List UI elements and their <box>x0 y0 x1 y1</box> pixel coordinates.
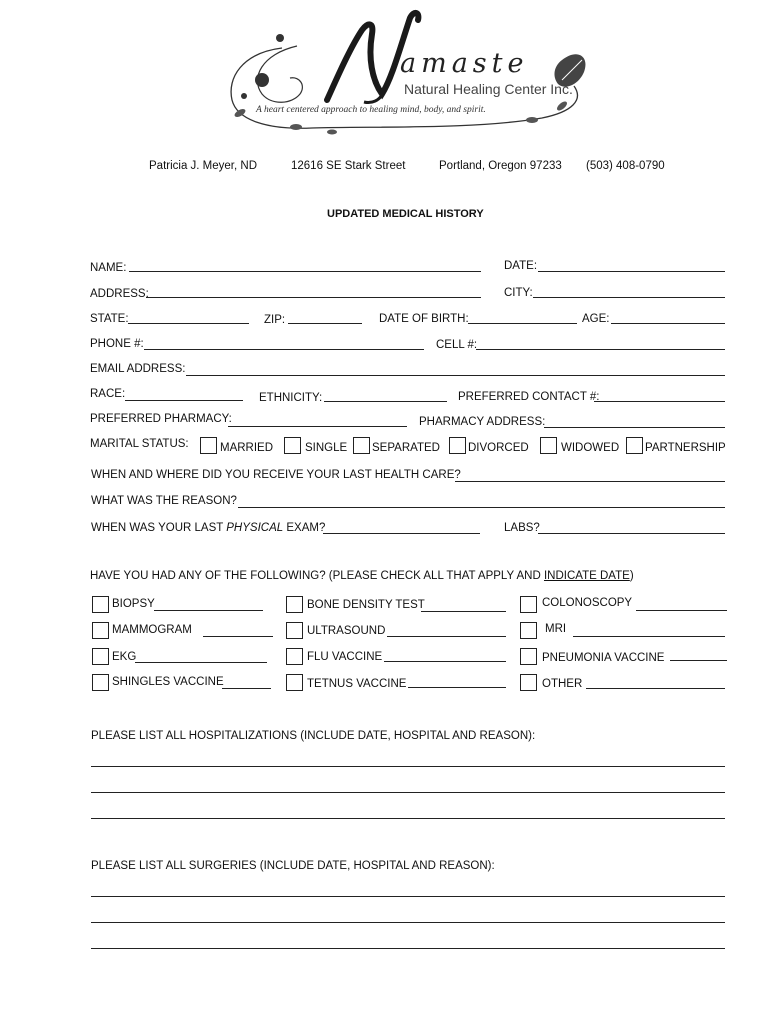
namaste-logo <box>222 8 592 136</box>
ultrasound-checkbox[interactable] <box>286 622 303 639</box>
married-label: MARRIED <box>220 442 274 454</box>
colonoscopy-checkbox[interactable] <box>520 596 537 613</box>
address-label: ADDRESS: <box>90 288 149 300</box>
colonoscopy-label: COLONOSCOPY <box>542 597 633 609</box>
pneumonia-vaccine-date-field[interactable] <box>670 660 727 661</box>
divorced-label: DIVORCED <box>468 442 529 454</box>
mri-date-field[interactable] <box>573 636 725 637</box>
mammogram-date-field[interactable] <box>203 636 273 637</box>
widowed-checkbox[interactable] <box>540 437 557 454</box>
other-label: OTHER <box>542 678 583 690</box>
form-title: UPDATED MEDICAL HISTORY <box>327 208 484 220</box>
zip-label: ZIP: <box>264 314 286 326</box>
phone-field[interactable] <box>144 349 424 350</box>
shingles-vaccine-checkbox[interactable] <box>92 674 109 691</box>
married-checkbox[interactable] <box>200 437 217 454</box>
pneumonia-vaccine-checkbox[interactable] <box>520 648 537 665</box>
race-field[interactable] <box>125 400 243 401</box>
city-field[interactable] <box>533 297 725 298</box>
state-field[interactable] <box>128 323 249 324</box>
surgeries-label: PLEASE LIST ALL SURGERIES (INCLUDE DATE, HOSPITAL AND REASON): <box>91 860 495 872</box>
hospitalizations-line-1[interactable] <box>91 766 725 767</box>
email-label: EMAIL ADDRESS: <box>90 363 186 375</box>
date-field[interactable] <box>538 271 725 272</box>
tetnus-vaccine-checkbox[interactable] <box>286 674 303 691</box>
bone-density-label: BONE DENSITY TEST <box>307 599 425 611</box>
dob-label: DATE OF BIRTH: <box>379 313 469 325</box>
other-date-field[interactable] <box>586 688 725 689</box>
city-label: CITY: <box>504 287 533 299</box>
colonoscopy-date-field[interactable] <box>636 610 727 611</box>
tests-heading: HAVE YOU HAD ANY OF THE FOLLOWING? (PLEASE CHECK ALL THAT APPLY AND INDICATE DATE) <box>90 570 634 582</box>
partnership-checkbox[interactable] <box>626 437 643 454</box>
phone-label: PHONE #: <box>90 338 144 350</box>
mri-checkbox[interactable] <box>520 622 537 639</box>
ultrasound-date-field[interactable] <box>387 636 506 637</box>
ekg-label: EKG <box>112 651 137 663</box>
tetnus-vaccine-date-field[interactable] <box>408 687 506 688</box>
bone-density-date-field[interactable] <box>421 611 506 612</box>
last-care-field[interactable] <box>455 481 725 482</box>
bone-density-checkbox[interactable] <box>286 596 303 613</box>
pharmacy-address-label: PHARMACY ADDRESS: <box>419 416 546 428</box>
date-label: DATE: <box>504 260 538 272</box>
mammogram-label: MAMMOGRAM <box>112 624 192 636</box>
logo-tagline: A heart centered approach to healing mind, body, and spirit. <box>256 105 486 115</box>
partnership-label: PARTNERSHIP <box>645 442 726 454</box>
pharmacy-label: PREFERRED PHARMACY: <box>90 413 232 425</box>
street-address: 12616 SE Stark Street <box>291 160 406 172</box>
other-checkbox[interactable] <box>520 674 537 691</box>
logo-name: amaste <box>400 48 529 79</box>
preferred-contact-field[interactable] <box>594 401 725 402</box>
ethnicity-field[interactable] <box>324 401 447 402</box>
physical-field[interactable] <box>323 533 480 534</box>
email-field[interactable] <box>186 375 725 376</box>
labs-label: LABS? <box>504 522 540 534</box>
hospitalizations-label: PLEASE LIST ALL HOSPITALIZATIONS (INCLUDE DATE, HOSPITAL AND REASON): <box>91 730 536 742</box>
flu-vaccine-date-field[interactable] <box>384 661 506 662</box>
pneumonia-vaccine-label: PNEUMONIA VACCINE <box>542 652 665 664</box>
preferred-contact-label: PREFERRED CONTACT #: <box>458 391 600 403</box>
ultrasound-label: ULTRASOUND <box>307 625 386 637</box>
cell-field[interactable] <box>476 349 725 350</box>
dob-field[interactable] <box>468 323 577 324</box>
flu-vaccine-checkbox[interactable] <box>286 648 303 665</box>
marital-status-label: MARITAL STATUS: <box>90 438 189 450</box>
city-state-zip: Portland, Oregon 97233 <box>439 160 562 172</box>
surgeries-line-3[interactable] <box>91 948 725 949</box>
hospitalizations-line-2[interactable] <box>91 792 725 793</box>
separated-label: SEPARATED <box>372 442 440 454</box>
tetnus-vaccine-label: TETNUS VACCINE <box>307 678 407 690</box>
state-label: STATE: <box>90 313 129 325</box>
divorced-checkbox[interactable] <box>449 437 466 454</box>
mri-label: MRI <box>545 623 567 635</box>
cell-label: CELL #: <box>436 339 478 351</box>
zip-field[interactable] <box>288 323 362 324</box>
reason-label: WHAT WAS THE REASON? <box>91 495 237 507</box>
ekg-checkbox[interactable] <box>92 648 109 665</box>
ethnicity-label: ETHNICITY: <box>259 392 323 404</box>
single-checkbox[interactable] <box>284 437 301 454</box>
race-label: RACE: <box>90 388 126 400</box>
separated-checkbox[interactable] <box>353 437 370 454</box>
shingles-vaccine-date-field[interactable] <box>222 688 271 689</box>
age-field[interactable] <box>611 323 725 324</box>
biopsy-checkbox[interactable] <box>92 596 109 613</box>
shingles-vaccine-label: SHINGLES VACCINE <box>112 676 224 688</box>
labs-field[interactable] <box>538 533 725 534</box>
biopsy-label: BIOPSY <box>112 598 155 610</box>
address-field[interactable] <box>146 297 481 298</box>
biopsy-date-field[interactable] <box>154 610 263 611</box>
widowed-label: WIDOWED <box>561 442 620 454</box>
pharmacy-address-field[interactable] <box>544 427 725 428</box>
reason-field[interactable] <box>238 507 725 508</box>
physical-label: WHEN WAS YOUR LAST PHYSICAL EXAM? <box>91 522 326 534</box>
name-field[interactable] <box>129 271 481 272</box>
doctor-name: Patricia J. Meyer, ND <box>149 160 257 172</box>
flu-vaccine-label: FLU VACCINE <box>307 651 383 663</box>
mammogram-checkbox[interactable] <box>92 622 109 639</box>
name-label: NAME: <box>90 262 127 274</box>
surgeries-line-2[interactable] <box>91 922 725 923</box>
last-care-label: WHEN AND WHERE DID YOU RECEIVE YOUR LAST HEALTH CARE? <box>91 469 461 481</box>
logo-subtitle: Natural Healing Center Inc. <box>404 81 573 97</box>
ekg-date-field[interactable] <box>135 662 267 663</box>
pharmacy-field[interactable] <box>228 426 407 427</box>
single-label: SINGLE <box>305 442 348 454</box>
hospitalizations-line-3[interactable] <box>91 818 725 819</box>
phone-number: (503) 408-0790 <box>586 160 665 172</box>
age-label: AGE: <box>582 313 610 325</box>
surgeries-line-1[interactable] <box>91 896 725 897</box>
